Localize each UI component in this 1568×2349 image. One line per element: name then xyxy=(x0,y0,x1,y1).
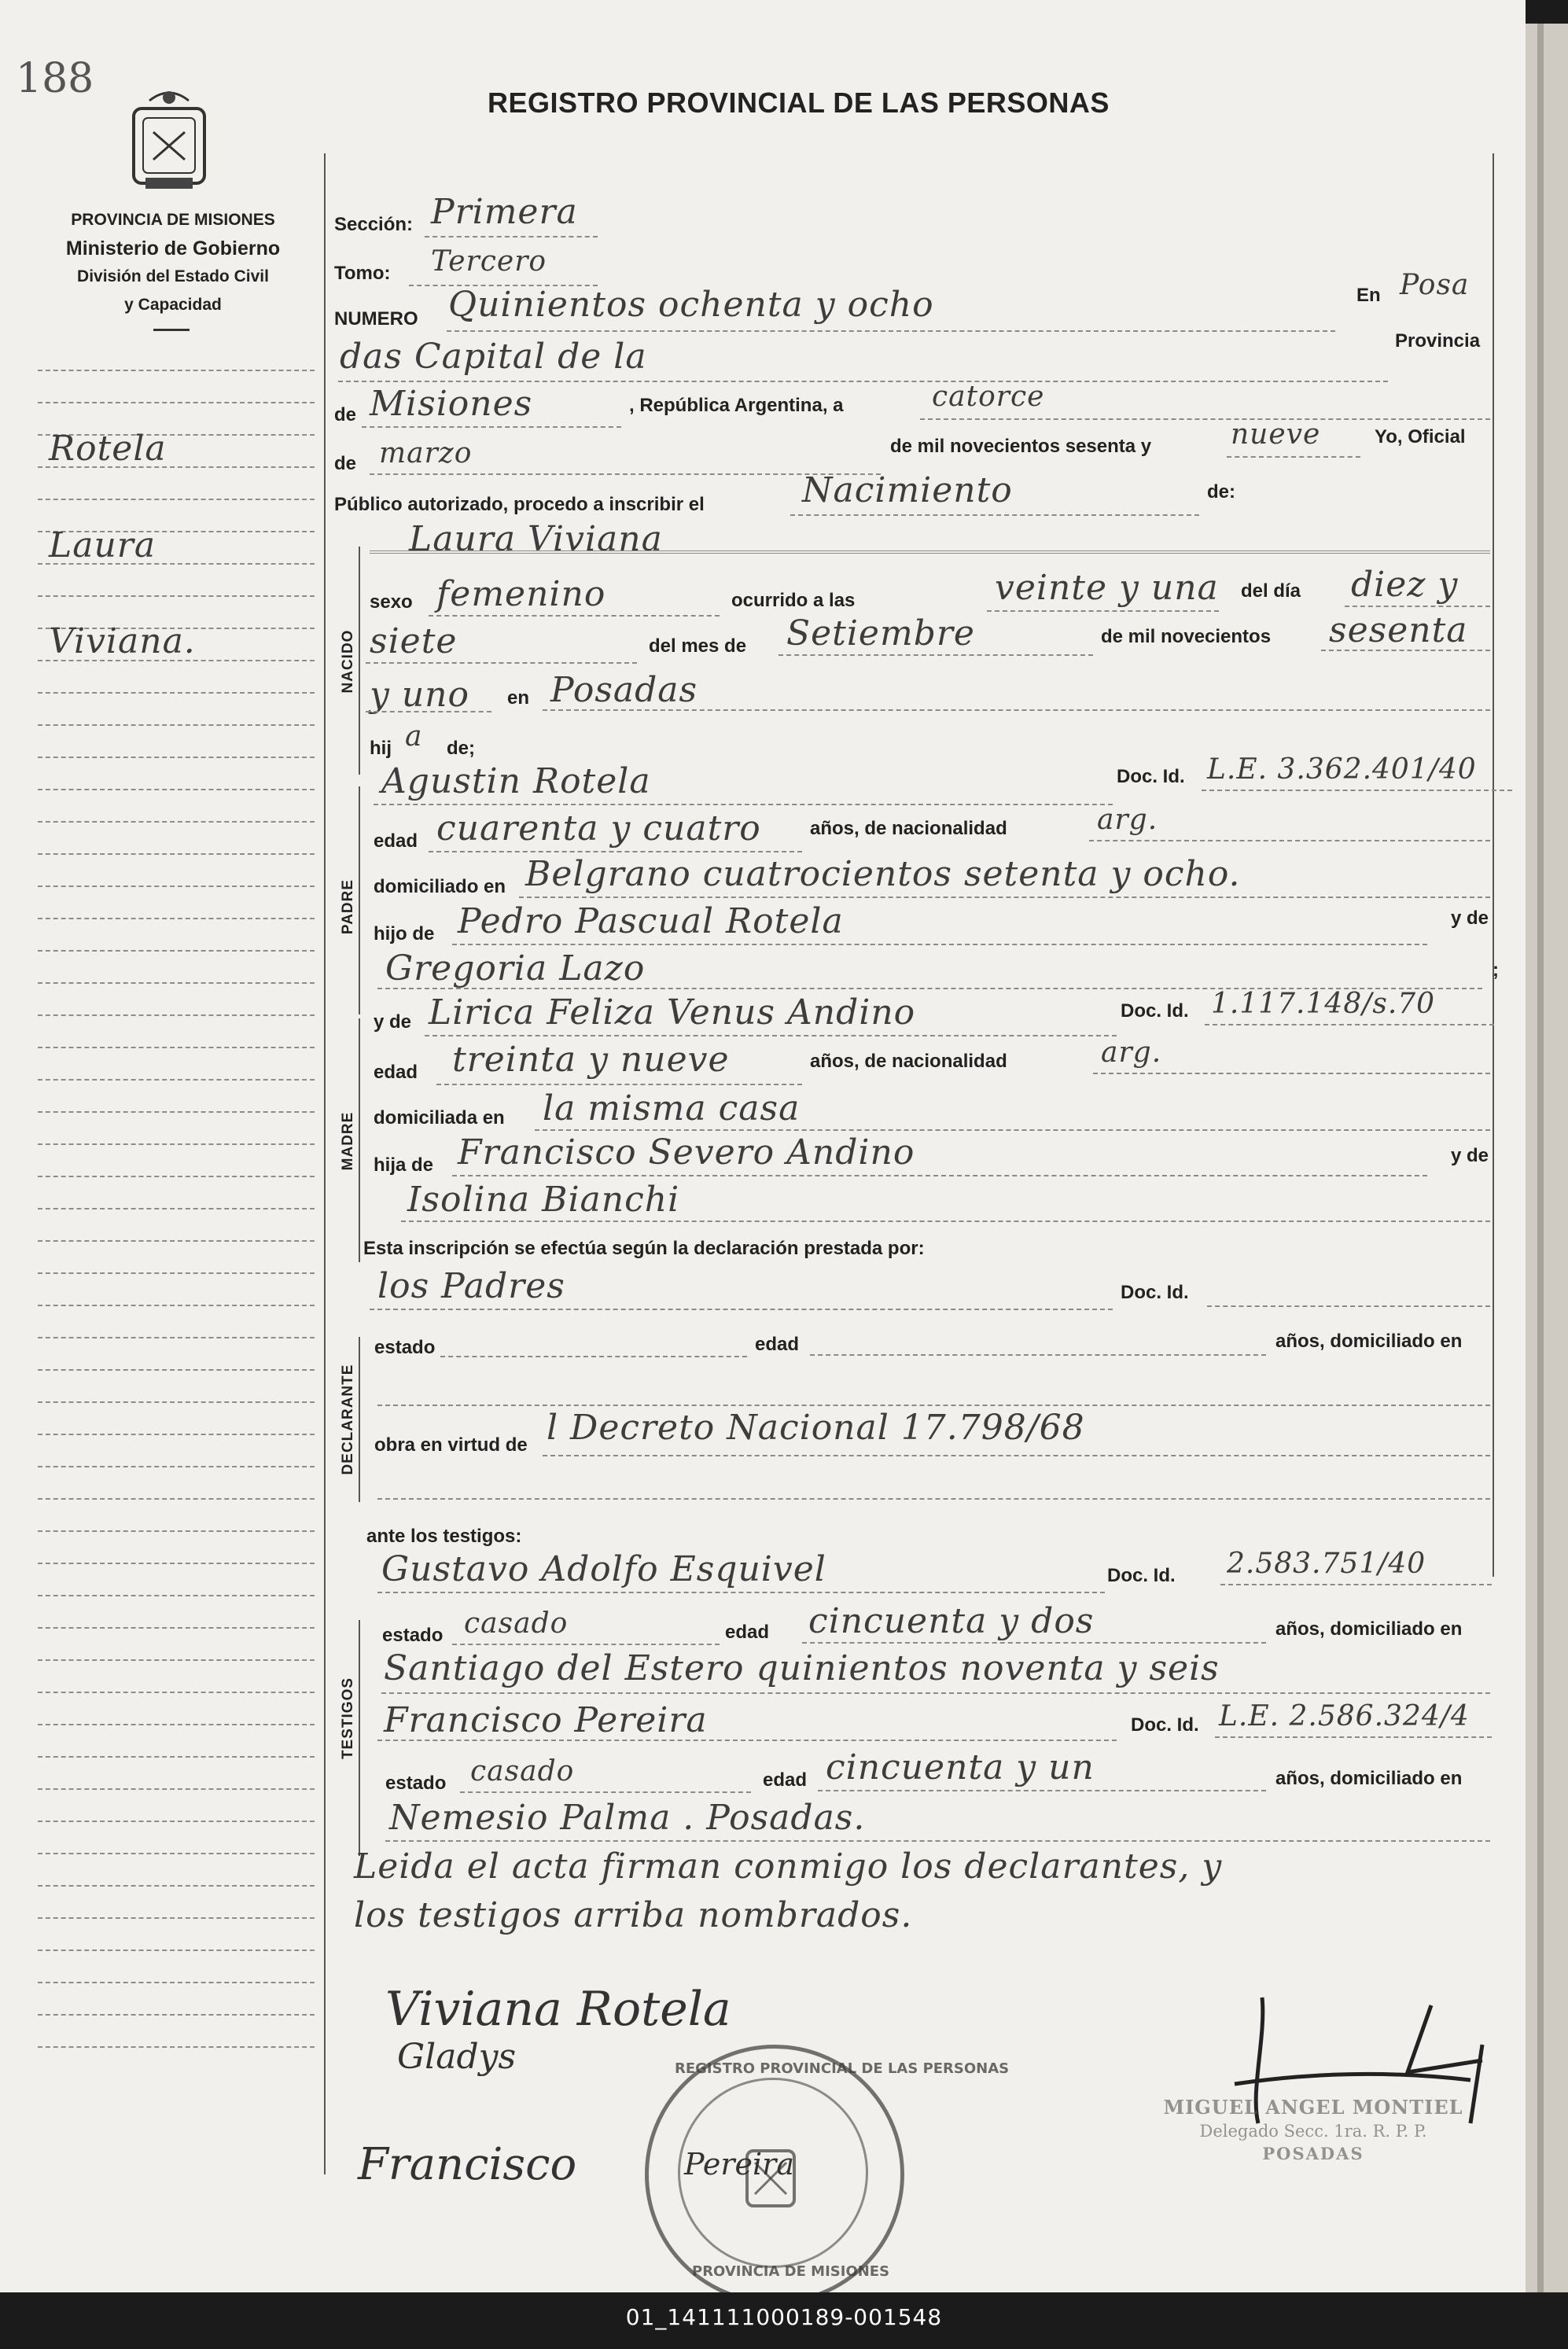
field-line xyxy=(1202,790,1512,791)
section-label-declarante: DECLARANTE xyxy=(340,1364,356,1475)
margin-rule-line xyxy=(38,1885,315,1887)
margin-rule-line xyxy=(38,1627,315,1629)
label-en: En xyxy=(1356,285,1381,306)
label-de-mes: de xyxy=(334,453,357,474)
field-line xyxy=(401,1221,1490,1222)
field-line xyxy=(377,1740,1117,1741)
margin-rule-line xyxy=(38,1176,315,1177)
margin-rule-line xyxy=(38,370,315,371)
value-nombre: Laura Viviana xyxy=(409,519,663,559)
value-padre-edad: cuarenta y cuatro xyxy=(436,808,761,849)
label-madre-hija-de: hija de xyxy=(374,1154,434,1176)
section-label-nacido: NACIDO xyxy=(340,629,356,694)
signature-1: Viviana Rotela xyxy=(385,1982,731,2037)
margin-rule-line xyxy=(38,1692,315,1693)
value-decreto: l Decreto Nacional 17.798/68 xyxy=(547,1408,1085,1448)
label-del-mes: del mes de xyxy=(649,635,747,657)
field-line xyxy=(362,426,621,428)
field-line xyxy=(778,654,1093,656)
margin-rule-line xyxy=(38,1111,315,1113)
value-hij-suffix: a xyxy=(405,720,423,753)
margin-rule-line xyxy=(38,2046,315,2048)
label-madre-y-de: y de xyxy=(1451,1145,1489,1166)
margin-rule-line xyxy=(38,1821,315,1822)
value-madre-padre: Francisco Severo Andino xyxy=(458,1132,915,1173)
value-provincia: Misiones xyxy=(370,384,533,424)
label-sexo: sexo xyxy=(370,591,413,613)
value-declarante: los Padres xyxy=(377,1266,565,1306)
field-line xyxy=(385,1840,1490,1842)
margin-rule-line xyxy=(38,1208,315,1209)
margin-note-surname: Rotela xyxy=(49,429,167,469)
label-testigo2-doc: Doc. Id. xyxy=(1131,1714,1199,1736)
field-line xyxy=(377,1405,1490,1406)
field-line xyxy=(370,1309,1113,1310)
label-numero: NUMERO xyxy=(334,308,418,330)
margin-rule-line xyxy=(38,1498,315,1500)
page-binding xyxy=(1537,24,1544,2292)
ministry-block xyxy=(31,206,315,319)
label-madre-doc: Doc. Id. xyxy=(1121,1000,1189,1022)
margin-rule-line xyxy=(38,1530,315,1532)
label-de-mil: de mil novecientos sesenta y xyxy=(890,436,1152,457)
margin-rule-line xyxy=(38,1337,315,1338)
label-republica: , República Argentina, a xyxy=(629,395,844,416)
margin-rule-line xyxy=(38,1272,315,1274)
field-line xyxy=(366,711,491,712)
margin-rule-line xyxy=(38,1724,315,1725)
label-madre-nac: años, de nacionalidad xyxy=(810,1051,1007,1072)
value-mes: Setiembre xyxy=(786,613,975,654)
label-testigo1-dom: años, domiciliado en xyxy=(1275,1618,1463,1640)
label-tomo: Tomo: xyxy=(334,263,391,284)
seal-text-top: REGISTRO PROVINCIAL DE LAS PERSONAS xyxy=(675,2060,1010,2077)
field-line xyxy=(1220,1584,1492,1585)
field-line xyxy=(810,1354,1266,1356)
field-line xyxy=(425,236,598,237)
field-line xyxy=(429,615,720,617)
signature-3: Francisco xyxy=(358,2139,577,2190)
label-en-lugar: en xyxy=(507,687,530,709)
field-line xyxy=(377,1498,1490,1500)
label-ocurrido: ocurrido a las xyxy=(731,590,856,611)
margin-rule-line xyxy=(38,1369,315,1371)
divider xyxy=(153,329,190,331)
margin-rule-line xyxy=(38,1756,315,1758)
value-mes-acta: marzo xyxy=(379,437,473,469)
value-hora: veinte y una xyxy=(995,568,1219,608)
label-yo-oficial: Yo, Oficial xyxy=(1375,426,1466,447)
value-testigo1-dom: Santiago del Estero quinientos noventa y seis xyxy=(384,1648,1220,1688)
margin-rule-line xyxy=(38,757,315,758)
field-line xyxy=(1089,840,1490,841)
field-line xyxy=(519,897,1490,898)
margin-rule-line xyxy=(38,885,315,887)
value-numero: Quinientos ochenta y ocho xyxy=(448,285,934,325)
closing-line-2: los testigos arriba nombrados. xyxy=(354,1895,913,1935)
field-line xyxy=(1093,1073,1490,1074)
margin-rule-line xyxy=(38,982,315,984)
margin-rule-line xyxy=(38,1240,315,1242)
margin-rule-line xyxy=(38,1982,315,1983)
value-padre-nombre: Agustin Rotela xyxy=(381,761,651,801)
label-obra: obra en virtud de xyxy=(374,1434,528,1456)
field-line xyxy=(790,514,1199,516)
label-provincia: Provincia xyxy=(1395,330,1481,352)
field-line xyxy=(802,1642,1266,1644)
label-de-colon: de: xyxy=(1207,481,1235,503)
value-tipo: Nacimiento xyxy=(802,470,1013,510)
field-line xyxy=(1345,606,1490,607)
margin-rule-line xyxy=(38,1047,315,1048)
value-madre-nac: arg. xyxy=(1101,1036,1162,1069)
label-padre-doc: Doc. Id. xyxy=(1117,766,1185,787)
value-padre-padre: Pedro Pascual Rotela xyxy=(458,901,844,941)
label-testigo2-estado: estado xyxy=(385,1773,447,1794)
margin-rule-line xyxy=(38,1305,315,1306)
field-line xyxy=(535,1129,1490,1131)
field-line xyxy=(543,1455,1490,1456)
section-bracket xyxy=(359,786,360,1014)
label-publico: Público autorizado, procedo a inscribir el xyxy=(334,494,705,515)
margin-rule-line xyxy=(38,595,315,597)
label-inscripcion: Esta inscripción se efectúa según la declaración prestada por: xyxy=(363,1238,925,1259)
value-lugar-cont: das Capital de la xyxy=(340,337,647,377)
field-line xyxy=(452,1175,1427,1176)
label-padre-edad: edad xyxy=(374,830,418,852)
margin-rule-line xyxy=(38,918,315,919)
margin-rule-line xyxy=(38,853,315,855)
value-padre-madre: Gregoria Lazo xyxy=(385,948,646,989)
value-sexo: femenino xyxy=(436,574,606,614)
field-line xyxy=(338,381,1388,382)
margin-rule-line xyxy=(38,1079,315,1081)
label-de-mil-nov: de mil novecientos xyxy=(1101,626,1272,647)
field-line xyxy=(1227,456,1360,458)
margin-rule-line xyxy=(38,1563,315,1564)
margin-note-middle-name: Viviana. xyxy=(49,621,196,661)
value-en-lugar: Posa xyxy=(1400,269,1470,301)
label-testigo2-edad: edad xyxy=(763,1769,808,1791)
section-bracket xyxy=(359,547,360,775)
value-padre-doc: L.E. 3.362.401/40 xyxy=(1207,753,1477,786)
value-testigo2: Francisco Pereira xyxy=(384,1700,708,1740)
field-line xyxy=(1207,1305,1490,1307)
official-role: Delegado Secc. 1ra. R. P. P. xyxy=(1199,2122,1427,2141)
margin-rule-line xyxy=(38,1659,315,1661)
margin-rule-line xyxy=(38,1853,315,1854)
label-madre-dom: domiciliada en xyxy=(374,1107,505,1128)
value-tomo: Tercero xyxy=(431,245,547,278)
field-line xyxy=(452,944,1427,945)
closing-line-1: Leida el acta firman conmigo los declarantes, y xyxy=(354,1846,1223,1887)
value-lugar-nac: Posadas xyxy=(550,670,698,710)
label-del-dia: del día xyxy=(1241,580,1301,602)
ministry-line-2: Ministerio de Gobierno xyxy=(65,237,281,260)
official-city: POSADAS xyxy=(1262,2144,1364,2163)
ministry-line-1: PROVINCIA DE MISIONES xyxy=(71,211,275,229)
value-testigo2-edad: cincuenta y un xyxy=(826,1747,1095,1788)
field-line xyxy=(1321,650,1490,651)
value-madre-madre: Isolina Bianchi xyxy=(407,1180,680,1220)
field-line xyxy=(452,1644,720,1645)
value-testigo1-estado: casado xyxy=(464,1607,569,1640)
label-testigo1-estado: estado xyxy=(382,1625,444,1646)
value-padre-nac: arg. xyxy=(1097,804,1158,836)
value-testigo2-estado: casado xyxy=(470,1755,575,1788)
section-bracket xyxy=(359,1337,360,1502)
margin-rule-line xyxy=(38,1788,315,1790)
page-title: REGISTRO PROVINCIAL DE LAS PERSONAS xyxy=(488,87,1110,119)
value-dia-acta: catorce xyxy=(932,381,1045,413)
signature-4: Pereira xyxy=(684,2147,794,2181)
seal-text-bottom: PROVINCIA DE MISIONES xyxy=(692,2263,890,2280)
label-padre-nac: años, de nacionalidad xyxy=(810,818,1007,839)
value-seccion: Primera xyxy=(431,192,578,232)
margin-rule-line xyxy=(38,1401,315,1403)
section-label-padre: PADRE xyxy=(340,878,356,935)
field-line xyxy=(460,1791,751,1793)
ministry-line-3: División del Estado Civil xyxy=(77,267,269,285)
margin-rule-line xyxy=(38,1466,315,1467)
margin-rule-line xyxy=(38,402,315,403)
label-testigo1-edad: edad xyxy=(725,1622,770,1643)
field-line xyxy=(425,1035,1117,1036)
label-testigo2-dom: años, domiciliado en xyxy=(1275,1768,1463,1789)
margin-rule-line xyxy=(38,2014,315,2016)
label-seccion: Sección: xyxy=(334,214,414,235)
margin-rule-line xyxy=(38,1917,315,1919)
divider xyxy=(324,153,326,2174)
label-semicolon: ; xyxy=(1493,959,1499,981)
margin-note-first-name: Laura xyxy=(49,525,156,565)
field-line xyxy=(436,1084,802,1085)
label-de-semicolon: de; xyxy=(447,738,475,759)
field-line xyxy=(377,1592,1105,1593)
section-bracket xyxy=(359,1620,360,1856)
value-padre-dom: Belgrano cuatrocientos setenta y ocho. xyxy=(525,854,1241,894)
label-de: de xyxy=(334,404,357,425)
value-testigo1: Gustavo Adolfo Esquivel xyxy=(381,1549,826,1589)
value-anio-acta: nueve xyxy=(1231,418,1321,451)
field-line xyxy=(370,550,1490,554)
margin-rule-line xyxy=(38,724,315,726)
value-madre-edad: treinta y nueve xyxy=(452,1040,730,1080)
value-dia: diez y xyxy=(1351,565,1459,605)
field-line xyxy=(440,1356,747,1357)
section-label-testigos: TESTIGOS xyxy=(340,1677,356,1760)
label-madre-y-de: y de xyxy=(374,1011,412,1033)
margin-rule-line xyxy=(38,1014,315,1016)
field-line xyxy=(366,662,637,664)
label-declarante-edad: edad xyxy=(755,1334,800,1355)
field-line xyxy=(374,804,1113,805)
field-line xyxy=(447,330,1335,332)
label-padre-y-de: y de xyxy=(1451,908,1489,929)
margin-rule-line xyxy=(38,821,315,823)
field-line xyxy=(543,709,1490,711)
official-stamp xyxy=(1148,2096,1478,2163)
margin-rule-line xyxy=(38,1950,315,1951)
folio-number: 188 xyxy=(16,55,94,102)
margin-rule-line xyxy=(38,1595,315,1596)
value-testigo2-dom: Nemesio Palma . Posadas. xyxy=(389,1798,866,1838)
label-declarante-doc: Doc. Id. xyxy=(1121,1282,1189,1303)
label-testigo1-doc: Doc. Id. xyxy=(1107,1565,1176,1586)
value-anio-cont: y uno xyxy=(370,675,470,715)
field-line xyxy=(429,851,802,852)
official-name: MIGUEL ANGEL MONTIEL xyxy=(1163,2096,1463,2119)
label-padre-hijo-de: hijo de xyxy=(374,923,435,944)
value-dia-cont: siete xyxy=(370,621,458,661)
label-declarante-estado: estado xyxy=(374,1337,436,1358)
margin-rule-line xyxy=(38,1434,315,1435)
footer-id: 01_141111000189-001548 xyxy=(625,2304,943,2330)
field-line xyxy=(381,1692,1490,1694)
ministry-line-4: y Capacidad xyxy=(124,296,222,314)
provincial-emblem-icon xyxy=(126,85,212,195)
margin-rule-line xyxy=(38,950,315,952)
margin-rule-line xyxy=(38,789,315,790)
signature-2: Gladys xyxy=(397,2037,517,2077)
field-line xyxy=(1205,1024,1494,1025)
field-line xyxy=(1215,1736,1492,1738)
label-hij: hij xyxy=(370,738,392,759)
field-line xyxy=(818,1790,1266,1791)
value-testigo1-doc: 2.583.751/40 xyxy=(1227,1548,1426,1580)
margin-rule-line xyxy=(38,1143,315,1145)
value-madre-nombre: Lirica Feliza Venus Andino xyxy=(429,992,916,1033)
label-padre-dom: domiciliado en xyxy=(374,876,506,897)
value-testigo2-doc: L.E. 2.586.324/4 xyxy=(1219,1700,1470,1732)
field-line xyxy=(920,418,1490,420)
label-ante: ante los testigos: xyxy=(366,1526,522,1547)
value-madre-dom: la misma casa xyxy=(543,1088,801,1128)
label-madre-edad: edad xyxy=(374,1062,418,1083)
field-line xyxy=(987,610,1219,612)
label-declarante-dom: años, domiciliado en xyxy=(1275,1331,1463,1352)
margin-rule-line xyxy=(38,692,315,694)
section-label-madre: MADRE xyxy=(340,1111,356,1171)
value-anio: sesenta xyxy=(1329,610,1468,650)
value-testigo1-edad: cincuenta y dos xyxy=(808,1601,1095,1641)
section-bracket xyxy=(359,1018,360,1262)
value-madre-doc: 1.117.148/s.70 xyxy=(1211,988,1436,1020)
page-edge xyxy=(1526,24,1568,2292)
margin-rule-line xyxy=(38,499,315,500)
divider xyxy=(1493,153,1494,1577)
